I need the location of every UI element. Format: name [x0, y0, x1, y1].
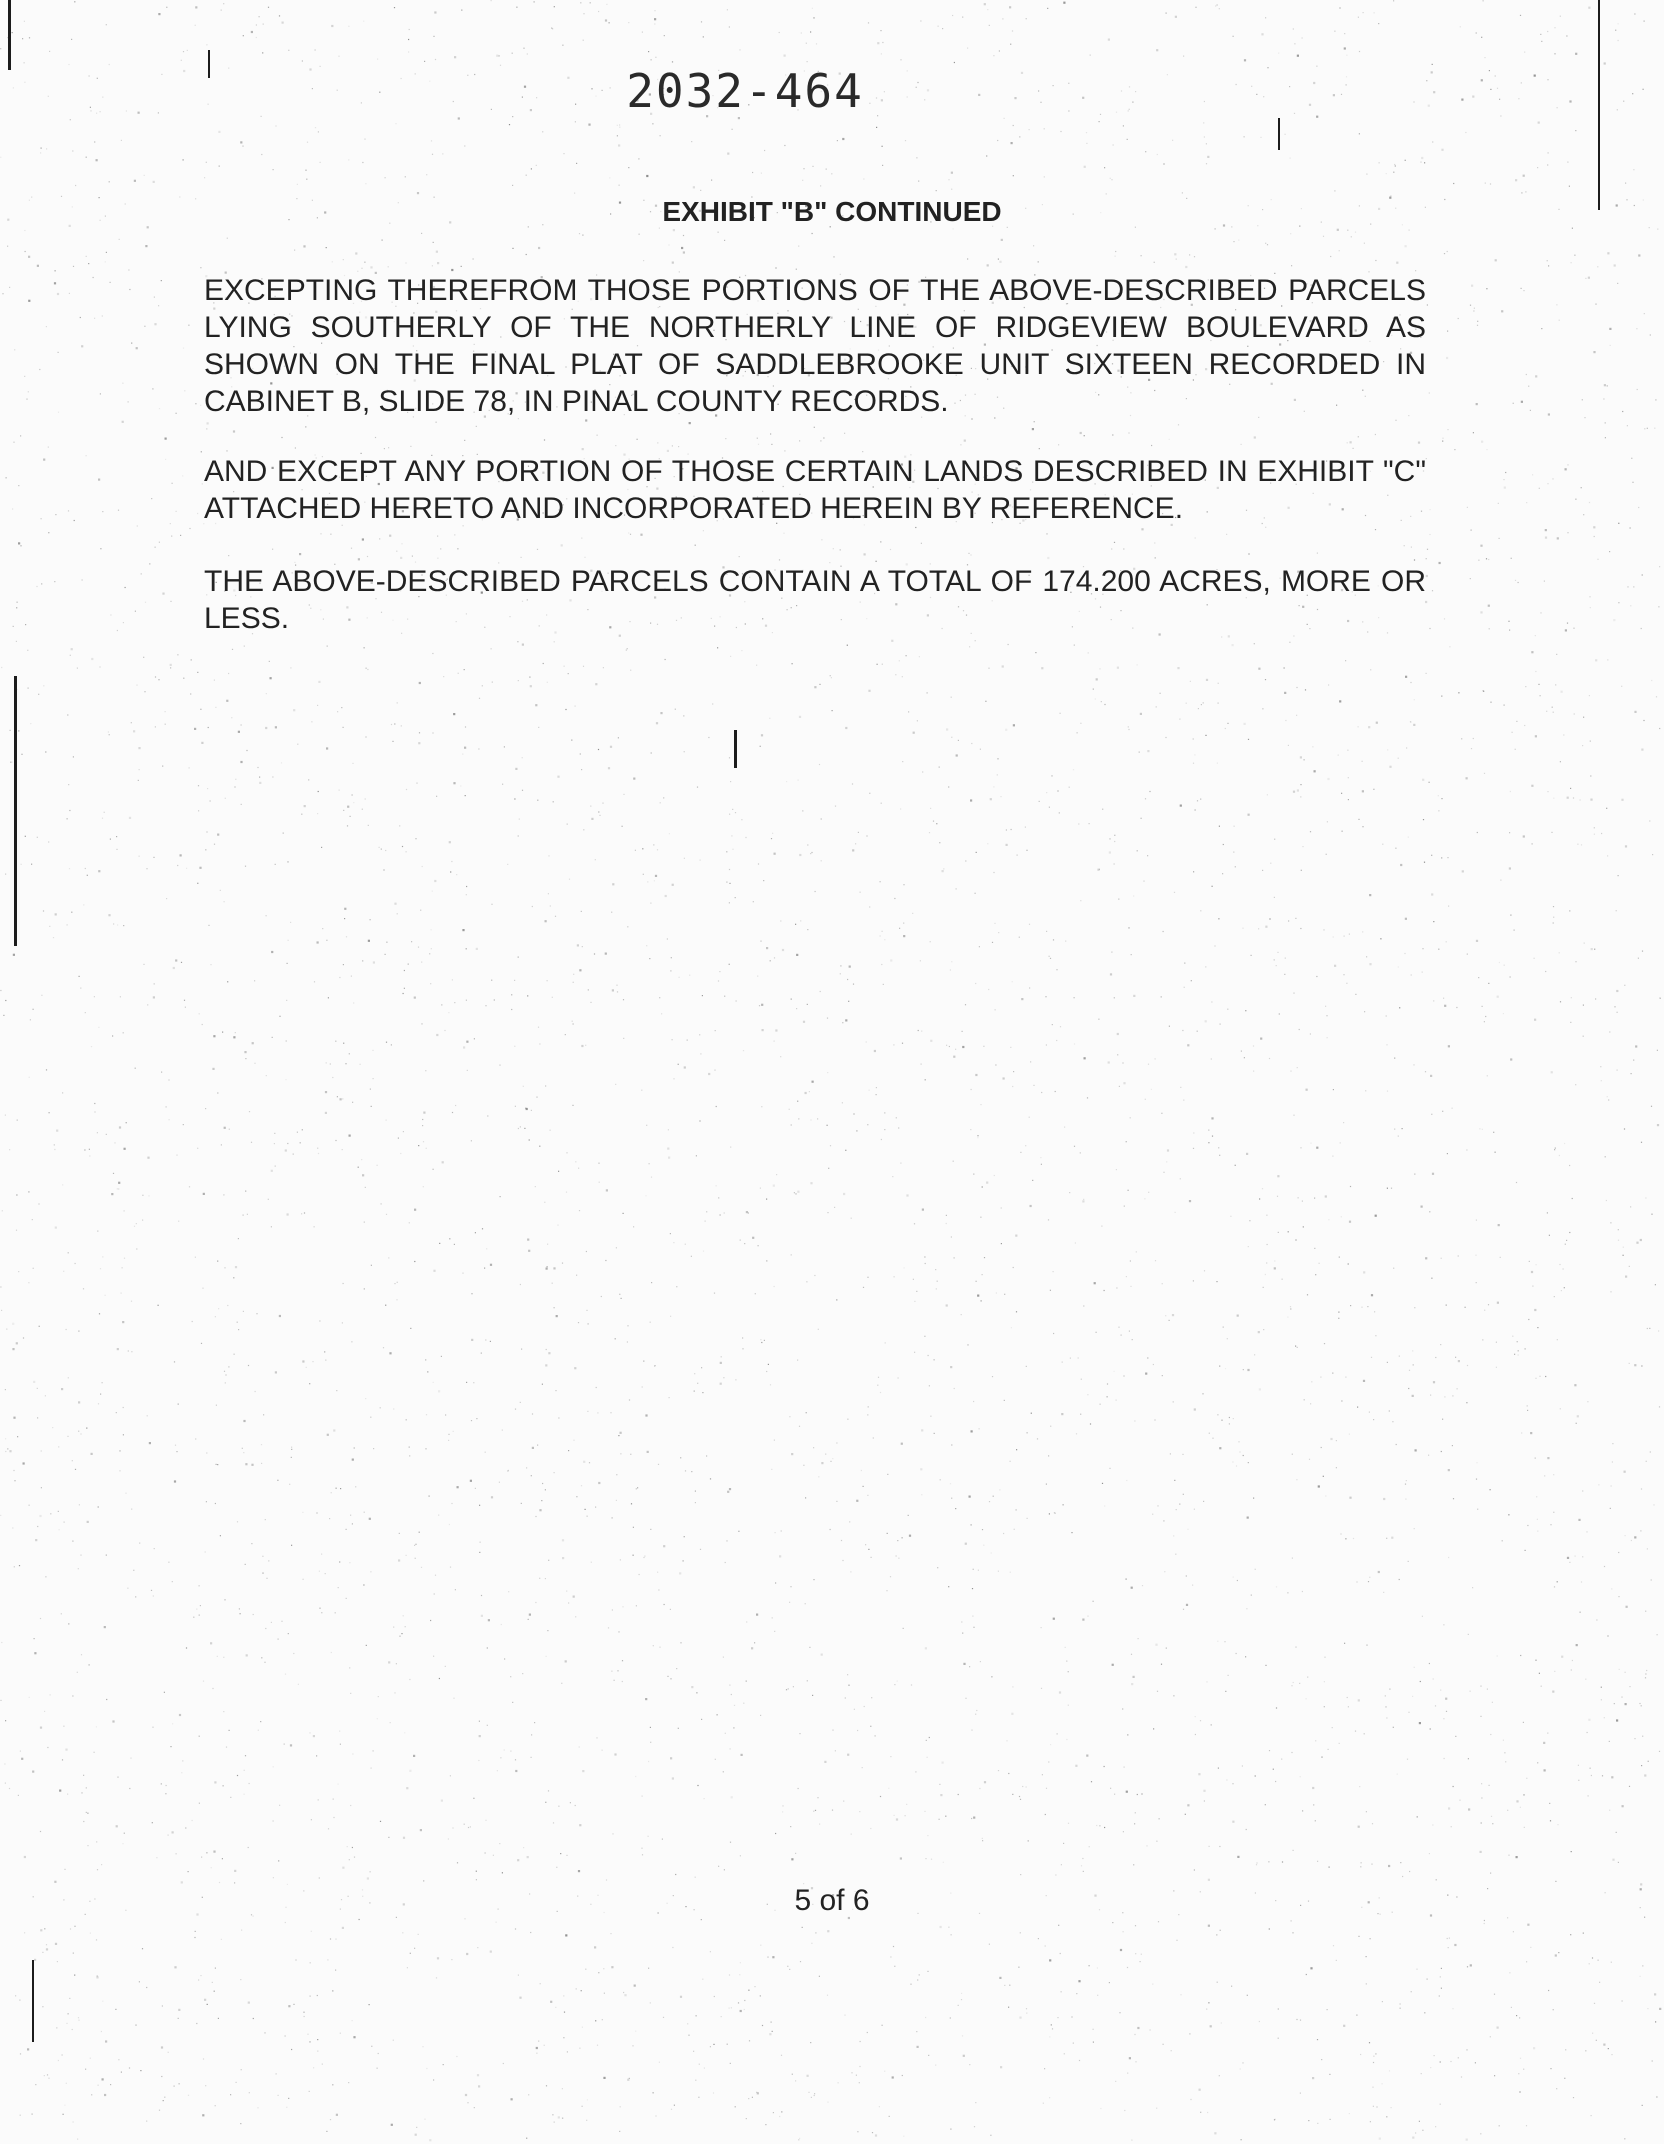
exhibit-heading: EXHIBIT "B" CONTINUED	[662, 196, 1002, 227]
scan-mark-center	[734, 730, 737, 768]
scan-edge-mark-right	[1598, 0, 1600, 210]
paragraph-total-acreage: THE ABOVE-DESCRIBED PARCELS CONTAIN A TOTAL OF 174.200 ACRES, MORE OR LESS.	[204, 565, 1426, 635]
paragraph-exception-ridgeview: EXCEPTING THEREFROM THOSE PORTIONS OF THE ABOVE-DESCRIBED PARCELS LYING SOUTHERLY OF THE NORTHERLY LINE OF RIDGEVIEW BOULEVARD AS SHOWN ON THE FINAL PLAT OF SADDLEBROOKE UNIT SIXTEEN RECORDED IN CABINET B, SLIDE 78, IN PINAL COUNTY RECORDS.	[204, 274, 1426, 418]
scan-edge-mark-top-left	[8, 0, 11, 70]
scan-mark-small-right	[1278, 118, 1280, 150]
paragraph-exception-exhibit-c: AND EXCEPT ANY PORTION OF THOSE CERTAIN LANDS DESCRIBED IN EXHIBIT "C" ATTACHED HERETO AND INCORPORATED HEREIN BY REFERENCE.	[204, 455, 1426, 525]
scan-edge-mark-left	[14, 676, 17, 946]
page-indicator: 5 of 6	[794, 1884, 870, 1917]
scan-edge-mark-bottom-left	[32, 1960, 34, 2042]
record-number: 2032-464	[626, 64, 864, 118]
